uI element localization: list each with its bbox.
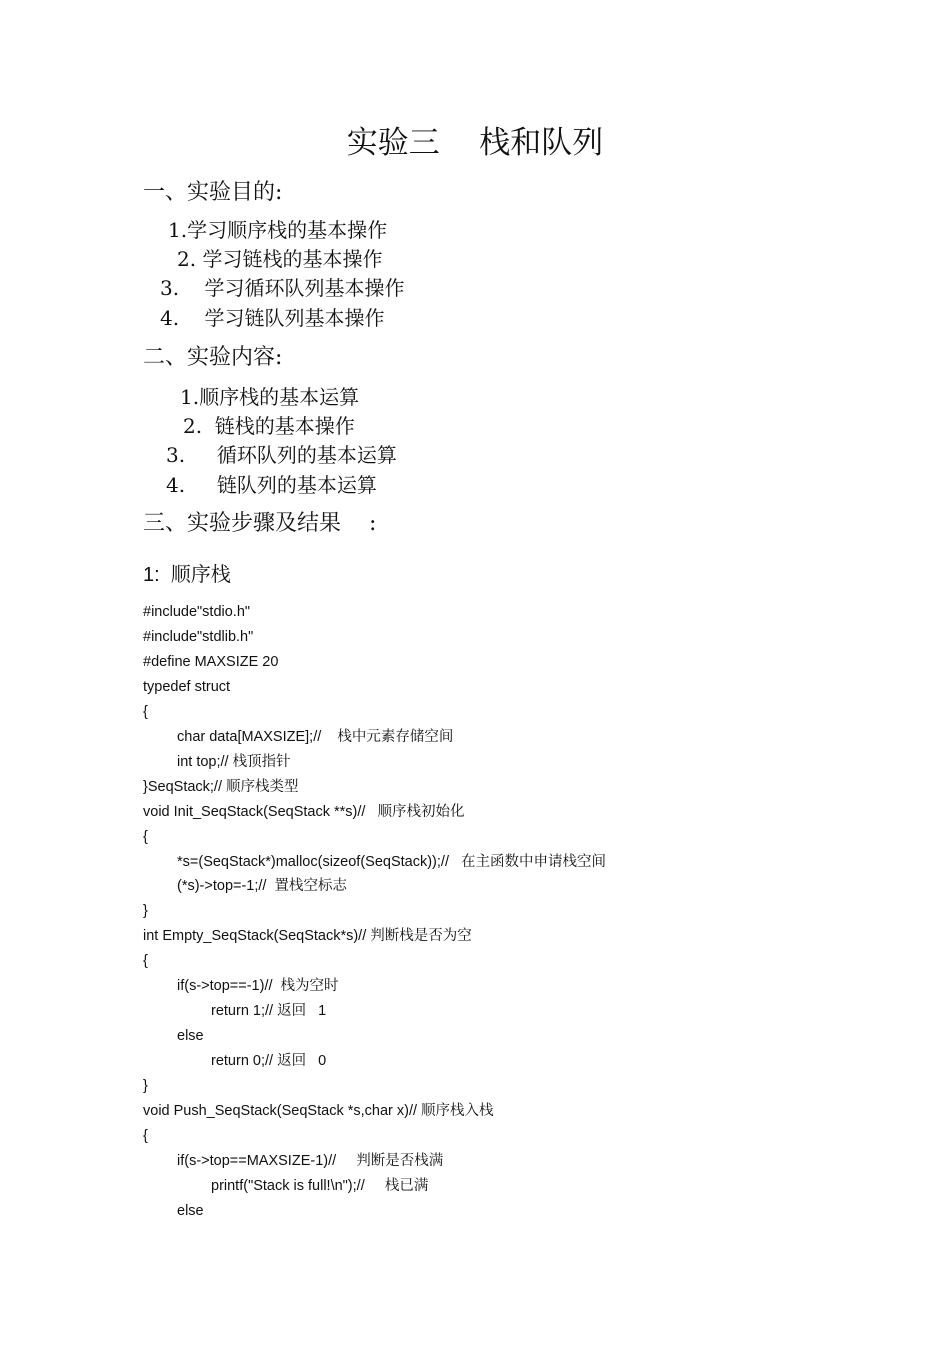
objective-item: 2. 学习链栈的基本操作 <box>177 247 383 271</box>
code-line: } <box>143 1078 148 1095</box>
code-line: #include"stdlib.h" <box>143 628 254 645</box>
content-item: 4. 链队列的基本运算 <box>166 473 377 497</box>
code-line: int Empty_SeqStack(SeqStack*s)// 判断栈是否为空 <box>143 928 472 945</box>
code-line: if(s->top==MAXSIZE-1)// 判断是否栈满 <box>177 1152 444 1169</box>
code-line: (*s)->top=-1;// 置栈空标志 <box>177 878 348 895</box>
code-line: } <box>143 903 148 920</box>
code-line: }SeqStack;// 顺序栈类型 <box>143 778 299 795</box>
objective-item: 1.学习顺序栈的基本操作 <box>168 218 388 242</box>
code-line: typedef struct <box>143 678 231 695</box>
content-item: 2. 链栈的基本操作 <box>183 414 355 438</box>
document-title: 实验三 栈和队列 <box>346 125 604 161</box>
code-line: char data[MAXSIZE];// 栈中元素存储空间 <box>177 728 454 745</box>
code-line: { <box>143 953 148 970</box>
content-item: 1.顺序栈的基本运算 <box>180 385 360 409</box>
code-line: return 1;// 返回 1 <box>211 1003 327 1020</box>
content-item: 3. 循环队列的基本运算 <box>166 443 397 467</box>
code-line: { <box>143 703 148 720</box>
code-line: #include"stdio.h" <box>143 604 251 620</box>
code-line: #define MAXSIZE 20 <box>143 653 279 670</box>
section-heading-contents: 二、实验内容: <box>143 345 283 370</box>
code-line: printf("Stack is full!\n");// 栈已满 <box>211 1177 429 1194</box>
objective-item: 3. 学习循环队列基本操作 <box>160 276 405 300</box>
code-line: else <box>177 1202 204 1219</box>
code-line: return 0;// 返回 0 <box>211 1053 327 1070</box>
code-line: void Push_SeqStack(SeqStack *s,char x)// 顺序栈入栈 <box>143 1103 494 1119</box>
section-heading-objectives: 一、实验目的: <box>143 180 283 205</box>
code-line: int top;// 栈顶指针 <box>177 753 291 770</box>
objective-item: 4. 学习链队列基本操作 <box>160 306 385 330</box>
section-heading-steps: 三、实验步骤及结果 : <box>143 511 377 536</box>
code-line: *s=(SeqStack*)malloc(sizeof(SeqStack));// 在主函数中申请栈空间 <box>177 853 607 870</box>
code-line: void Init_SeqStack(SeqStack **s)// 顺序栈初始化 <box>143 803 465 820</box>
subsection-heading: 1: 顺序栈 <box>143 564 231 586</box>
code-line: { <box>143 1127 148 1144</box>
code-line: else <box>177 1028 204 1045</box>
code-line: if(s->top==-1)// 栈为空时 <box>177 978 339 995</box>
code-line: { <box>143 828 148 845</box>
